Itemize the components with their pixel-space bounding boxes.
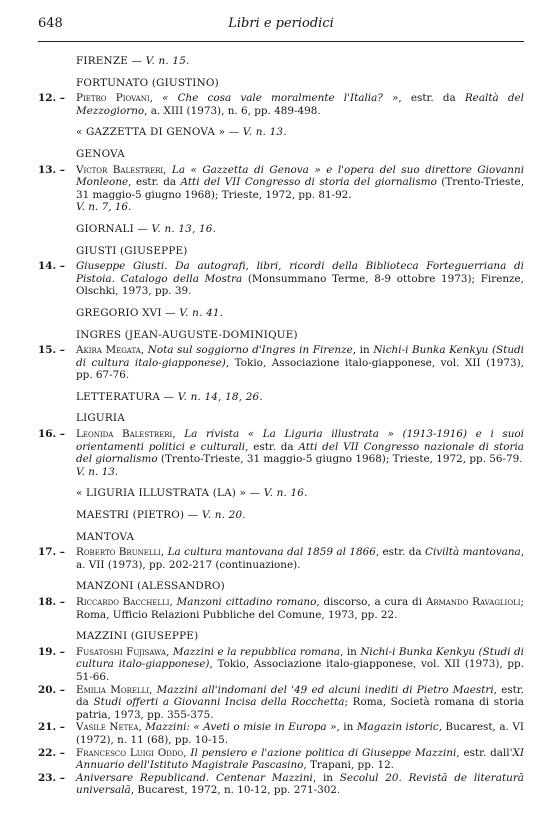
cross-reference: V. n. 15. <box>145 55 190 67</box>
entry-author: Pietro Piovani <box>76 92 150 105</box>
entry-text: , a. XIII (1973), n. 6, pp. 489-498. <box>144 104 321 117</box>
entry-title: La cultura mantovana dal 1859 al 1866 <box>167 546 376 559</box>
entry-text: , Trapani, pp. 12. <box>303 759 394 772</box>
lemma-heading <box>38 487 524 500</box>
entry-author: Roberto Brunelli <box>76 546 161 559</box>
bibliography-entry <box>38 428 524 478</box>
entry-number: 17. – <box>38 546 65 559</box>
entry-title: Secolul 20. Revistă de literatură universală <box>76 771 524 797</box>
lemma-text: GIUSTI (GIUSEPPE) <box>76 244 188 257</box>
lemma-heading <box>38 329 524 342</box>
entry-text: , in <box>340 645 361 658</box>
lemma-text: LIGURIA <box>76 412 125 425</box>
entry-text: , <box>163 163 172 176</box>
entry-number: 18. – <box>38 596 65 608</box>
lemma-text: MANZONI (ALESSANDRO) <box>76 580 225 593</box>
lemma-heading <box>38 55 524 68</box>
cross-reference: V. n. 20. <box>201 509 246 522</box>
entry-author: Francesco Luigi Oddo <box>76 746 184 759</box>
cross-reference: V. n. 7, 16. <box>76 201 132 214</box>
entry-title: Realtà del Mezzogiorno <box>76 92 524 117</box>
entry-text: , estr. da <box>76 683 524 709</box>
entry-text: , Tokio, Associazione italo-giapponese, vol. XII (1973), pp. 51-66. <box>76 658 525 683</box>
entry-title: Aniversare Republicand. Centenar Mazzini <box>76 771 313 784</box>
running-title: Libri e periodici <box>228 16 334 31</box>
entry-title: Mazzini: « Aveti o misie in Europa » <box>145 721 337 734</box>
entry-number: 13. – <box>38 163 65 176</box>
lemma-text: FIRENZE — <box>76 55 146 67</box>
entry-title: Nota sul soggiorno d'Ingres in Firenze <box>147 344 353 357</box>
bibliography-entry <box>38 721 524 746</box>
lemma-text: GENOVA <box>76 147 125 160</box>
lemma-heading <box>38 245 524 258</box>
entry-text: , in <box>312 771 340 784</box>
entry-author: Armando Ravaglioli <box>425 596 521 608</box>
entry-author: Leonida Balestreri <box>76 428 173 441</box>
lemma-text: GREGORIO XVI — <box>76 306 180 319</box>
lemma-heading <box>38 391 524 404</box>
entry-text: , <box>169 596 177 608</box>
entry-text: , <box>138 721 146 734</box>
bibliography-entry <box>38 772 524 797</box>
lemma-heading <box>38 580 524 593</box>
cross-reference: V. n. 16. <box>263 487 308 500</box>
entry-text: , in <box>352 344 374 357</box>
lemma-heading <box>38 126 524 139</box>
entry-text: , estr. dall' <box>456 746 513 759</box>
lemma-heading <box>38 223 524 236</box>
cross-reference: V. n. 13. <box>242 126 287 139</box>
bibliography-entry <box>38 344 524 382</box>
lemma-text: GIORNALI — <box>76 222 152 235</box>
entry-title: XI Annuario dell'Istituto Magistrale Pascasino <box>76 746 525 772</box>
entry-number: 21. – <box>38 721 65 734</box>
bibliography-entry <box>38 596 524 621</box>
bibliography-entry <box>38 646 524 684</box>
lemma-heading <box>38 77 524 90</box>
entry-text: , Tokio, Associazione italo-giapponese, vol. XII (1973), pp. 67-76. <box>76 356 524 382</box>
entry-title: La rivista « La Liguria illustrata » (1913-1916) e i suoi orientamenti politici e culturali <box>76 428 525 453</box>
entry-text: (Trento-Trieste, 31 maggio-5 giugno 1968); Trieste, 1972, pp. 81-92. <box>76 176 525 201</box>
running-header <box>38 18 524 38</box>
entry-text: , <box>183 746 191 759</box>
entry-text: , <box>149 683 157 696</box>
entry-text: ; Roma, Società romana di storia patria, 1973, pp. 355-375. <box>76 696 524 721</box>
lemma-text: MANTOVA <box>76 530 135 543</box>
lemma-text: INGRES (JEAN-AUGUSTE-DOMINIQUE) <box>76 328 298 341</box>
entry-number: 22. – <box>38 746 65 759</box>
lemma-heading <box>38 531 524 544</box>
entry-number: 19. – <box>38 645 65 658</box>
page-number: 648 <box>38 16 63 31</box>
entry-text: , estr. da <box>245 440 299 453</box>
entry-title: Il pensiero e l'azione politica di Giuseppe Mazzini <box>190 746 457 759</box>
entry-number: 23. – <box>38 771 65 784</box>
entry-text: , discorso, a cura di <box>316 596 426 608</box>
entry-text: (Trento-Trieste, 31 maggio-5 giugno 1968); Trieste, 1972, pp. 56-79. <box>157 453 523 466</box>
entry-text: , estr. da <box>398 92 465 105</box>
lemma-heading <box>38 630 524 643</box>
entry-text: , Bucarest, 1972, n. 10-12, pp. 271-302. <box>130 784 341 797</box>
entry-text: , <box>140 344 148 357</box>
entry-title: Giuseppe Giusti. Da autografi, libri, ricordi della Biblioteca Forteguerriana di Pistoia. Catalogo della Mostra <box>76 260 524 285</box>
entry-text: , <box>149 92 163 105</box>
entry-number: 15. – <box>38 344 65 357</box>
entry-title: Mazzini e la repubblica romana <box>172 645 341 658</box>
header-rule <box>38 41 524 42</box>
entry-author: Vasile Netea <box>76 721 139 734</box>
lemma-text: MAESTRI (PIETRO) — <box>76 509 202 522</box>
entry-title: Atti del VII Congresso di storia del giornalismo <box>180 176 437 189</box>
lemma-text: MAZZINI (GIUSEPPE) <box>76 630 199 643</box>
entry-text: , <box>166 645 173 658</box>
entry-title: Nichi-i Bunka Kenkyu (Studi di cultura italo-giapponese) <box>76 645 524 671</box>
bibliography-entry <box>38 546 524 571</box>
entry-number: 12. – <box>38 92 65 105</box>
entry-text: , in <box>336 721 357 734</box>
bibliography-entry <box>38 747 524 772</box>
entry-title: Mazzini all'indomani del '49 ed alcuni inediti di Pietro Maestri <box>156 683 494 696</box>
lemma-text: « LIGURIA ILLUSTRATA (LA) » — <box>76 487 264 500</box>
entry-text: , estr. da <box>128 176 181 189</box>
entry-author: Victor Balestreri <box>76 163 164 176</box>
entry-title: « Che cosa vale moralmente l'Italia? » <box>162 92 399 105</box>
bibliography-entry <box>38 260 524 298</box>
cross-reference: V. n. 41. <box>179 306 224 319</box>
bibliography-body <box>38 55 524 797</box>
lemma-text: FORTUNATO (GIUSTINO) <box>76 76 219 89</box>
bibliography-entry <box>38 684 524 722</box>
entry-text: (Monsummano Terme, 8-9 ottobre 1973); Firenze, Olschki, 1973, pp. 39. <box>76 272 524 298</box>
entry-number: 14. – <box>38 260 65 273</box>
entry-title: Magazin istoric <box>356 721 439 734</box>
entry-title: La « Gazzetta di Genova » e l'opera del suo direttore Giovanni Monleone <box>76 163 525 189</box>
lemma-heading <box>38 307 524 320</box>
entry-title: Studi offerti a Giovanni Incisa della Rocchetta <box>93 696 345 709</box>
entry-author: Emilia Morelli <box>76 683 150 696</box>
entry-title: Atti del VII Congresso nazionale di storia del giornalismo <box>76 440 524 466</box>
entry-text: ; Roma, Ufficio Relazioni Pubbliche del Comune, 1973, pp. 22. <box>76 596 524 621</box>
entry-title: Civiltà mantovana <box>425 546 521 559</box>
bibliography-entry <box>38 164 524 214</box>
lemma-heading <box>38 509 524 522</box>
cross-reference: V. n. 13, 16. <box>151 222 217 235</box>
lemma-text: « GAZZETTA DI GENOVA » — <box>76 126 243 139</box>
cross-reference: V. n. 14, 18, 26. <box>177 390 263 403</box>
entry-title: Nichi-i Bunka Kenkyu (Studi di cultura italo-giapponese) <box>76 344 524 369</box>
entry-title: Manzoni cittadino romano <box>176 596 317 608</box>
entry-number: 20. – <box>38 683 65 696</box>
entry-number: 16. – <box>38 428 65 441</box>
entry-text: , a. VII (1973), pp. 202-217 (continuazione). <box>76 546 525 571</box>
entry-author: Riccardo Bacchelli <box>76 596 170 608</box>
cross-reference: V. n. 13. <box>76 465 119 478</box>
entry-author: Akira Megata <box>76 344 141 357</box>
entry-text: , <box>160 546 168 559</box>
entry-author: Fusatoshi Fujisawa <box>76 645 167 658</box>
lemma-text: LETTERATURA — <box>76 390 178 403</box>
entry-text: , <box>172 428 185 441</box>
entry-text: , Bucarest, a. VI (1972), n. 11 (68), pp. 10-15. <box>76 721 524 746</box>
lemma-heading <box>38 148 524 161</box>
entry-text: , estr. da <box>375 546 425 559</box>
bibliography-entry <box>38 92 524 117</box>
lemma-heading <box>38 412 524 425</box>
